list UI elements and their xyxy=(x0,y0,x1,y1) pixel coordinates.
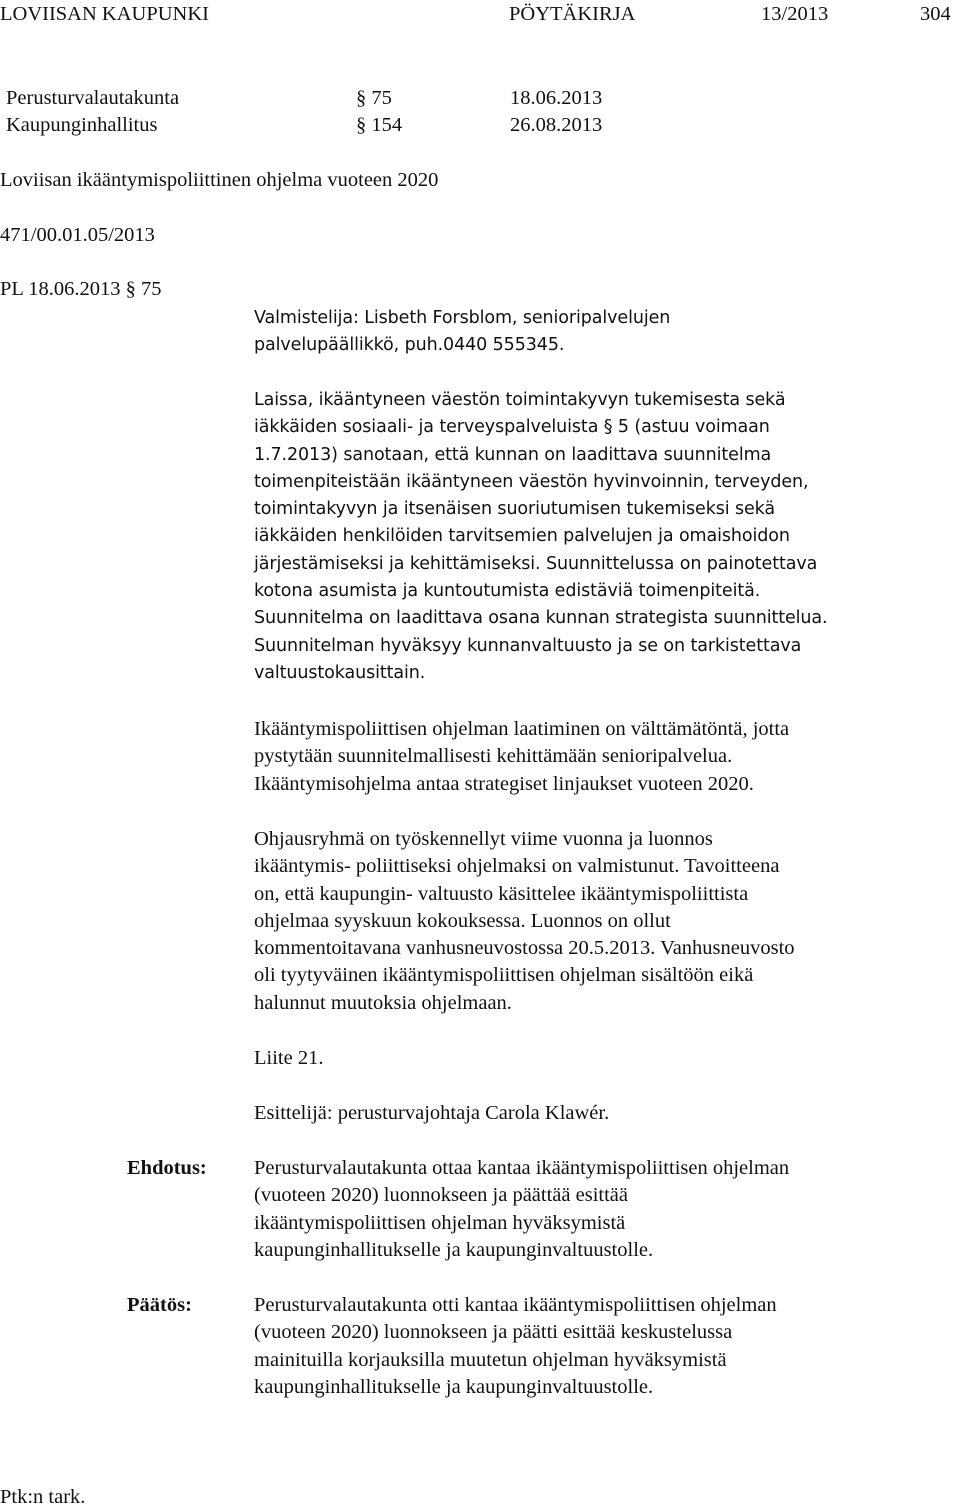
text-line: Valmistelija: Lisbeth Forsblom, senioripalvelujen xyxy=(254,308,671,328)
text-line: on, että kaupungin- valtuusto käsittelee ikääntymispoliittista xyxy=(254,882,749,905)
text-line: iäkkäiden henkilöiden tarvitsemien palvelujen ja omaishoidon xyxy=(254,526,790,547)
proposal-label: Ehdotus: xyxy=(127,1157,207,1179)
steering-paragraph xyxy=(254,826,874,1017)
text-line: Perusturvalautakunta ottaa kantaa ikääntymispoliittisen ohjelman xyxy=(254,1157,790,1179)
text-line: ikääntymis- poliittiseksi ohjelmaksi on valmistunut. Tavoitteena xyxy=(254,855,780,878)
text-line: toimintakyvyn ja itsenäisen suoriutumisen tukemiseksi sekä xyxy=(254,499,776,520)
text-line: 1.7.2013) sanotaan, että kunnan on laadittava suunnitelma xyxy=(254,444,772,465)
decision-paragraph xyxy=(254,1292,874,1401)
footer-minutes-check: Ptk:n tark. xyxy=(0,1486,86,1508)
text-line: (vuoteen 2020) luonnokseen ja päätti esittää keskustelussa xyxy=(254,1321,733,1344)
text-line: oli tyytyväinen ikääntymispoliittisen ohjelman sisältöön eikä xyxy=(254,964,754,987)
law-paragraph xyxy=(254,387,874,687)
text-line: ikääntymispoliittisen ohjelman hyväksymistä xyxy=(254,1211,626,1234)
text-line: valtuustokausittain. xyxy=(254,662,426,683)
text-line: kommentoitavana vanhusneuvostossa 20.5.2013. Vanhusneuvosto xyxy=(254,937,795,960)
text-line: (vuoteen 2020) luonnokseen ja päättää esittää xyxy=(254,1184,628,1207)
text-line: järjestämiseksi ja kehittämiseksi. Suunnittelussa on painotettava xyxy=(254,553,818,574)
text-line: Suunnitelman hyväksyy kunnanvaltuusto ja se on tarkistettava xyxy=(254,635,802,656)
meeting-date: 26.08.2013 xyxy=(510,114,603,136)
meeting-section: § 75 xyxy=(356,87,392,109)
text-line: Laissa, ikääntyneen väestön toimintakyvyn tukemisesta sekä xyxy=(254,390,786,410)
decision-label: Päätös: xyxy=(127,1294,192,1316)
meeting-body: Perusturvalautakunta xyxy=(6,87,180,109)
attachment-line xyxy=(254,1045,874,1072)
text-line: Ikääntymisohjelma antaa strategiset linjaukset vuoteen 2020. xyxy=(254,772,754,795)
text-line: Ohjausryhmä on työskennellyt viime vuonna ja luonnos xyxy=(254,828,713,850)
text-line: kaupunginhallitukselle ja kaupunginvaltuustolle. xyxy=(254,1238,654,1261)
city-name: LOVIISAN KAUPUNKI xyxy=(0,3,209,25)
preparer-paragraph xyxy=(254,305,874,360)
text-line: Suunnitelma on laadittava osana kunnan strategista suunnittelua. xyxy=(254,608,828,629)
text-line: Liite 21. xyxy=(254,1047,324,1069)
text-line: palvelupäällikkö, puh.0440 555345. xyxy=(254,335,565,356)
text-line: kaupunginhallitukselle ja kaupunginvaltuustolle. xyxy=(254,1375,654,1398)
program-paragraph xyxy=(254,716,874,798)
presenter-line xyxy=(254,1100,874,1127)
text-line: mainituilla korjauksilla muutetun ohjelman hyväksymistä xyxy=(254,1348,727,1371)
text-line: halunnut muutoksia ohjelmaan. xyxy=(254,991,512,1014)
meeting-section: § 154 xyxy=(356,114,403,136)
agenda-title: Loviisan ikääntymispoliittinen ohjelma vuoteen 2020 xyxy=(0,169,439,191)
text-line: pystytään suunnitelmallisesti kehittämään senioripalvelua. xyxy=(254,745,733,768)
text-line: Ikääntymispoliittisen ohjelman laatiminen on välttämätöntä, jotta xyxy=(254,718,790,740)
text-line: toimenpiteistään ikääntyneen väestön hyvinvoinnin, terveyden, xyxy=(254,471,809,492)
text-line: Esittelijä: perusturvajohtaja Carola Klawér. xyxy=(254,1102,610,1124)
meeting-line: PL 18.06.2013 § 75 xyxy=(0,278,162,300)
document-number: 13/2013 xyxy=(761,3,829,25)
text-line: Perusturvalautakunta otti kantaa ikääntymispoliittisen ohjelman xyxy=(254,1294,777,1316)
text-line: iäkkäiden sosiaali- ja terveyspalveluista § 5 (astuu voimaan xyxy=(254,417,770,438)
document-type: PÖYTÄKIRJA xyxy=(509,3,636,25)
reference-number: 471/00.01.05/2013 xyxy=(0,224,155,246)
meeting-body: Kaupunginhallitus xyxy=(6,114,158,136)
text-line: ohjelmaa syyskuun kokouksessa. Luonnos on ollut xyxy=(254,909,671,932)
meeting-date: 18.06.2013 xyxy=(510,87,603,109)
text-line: kotona asumista ja kuntoutumista edistäviä toimenpiteitä. xyxy=(254,581,761,602)
page-number: 304 xyxy=(920,3,951,25)
proposal-paragraph xyxy=(254,1155,874,1264)
